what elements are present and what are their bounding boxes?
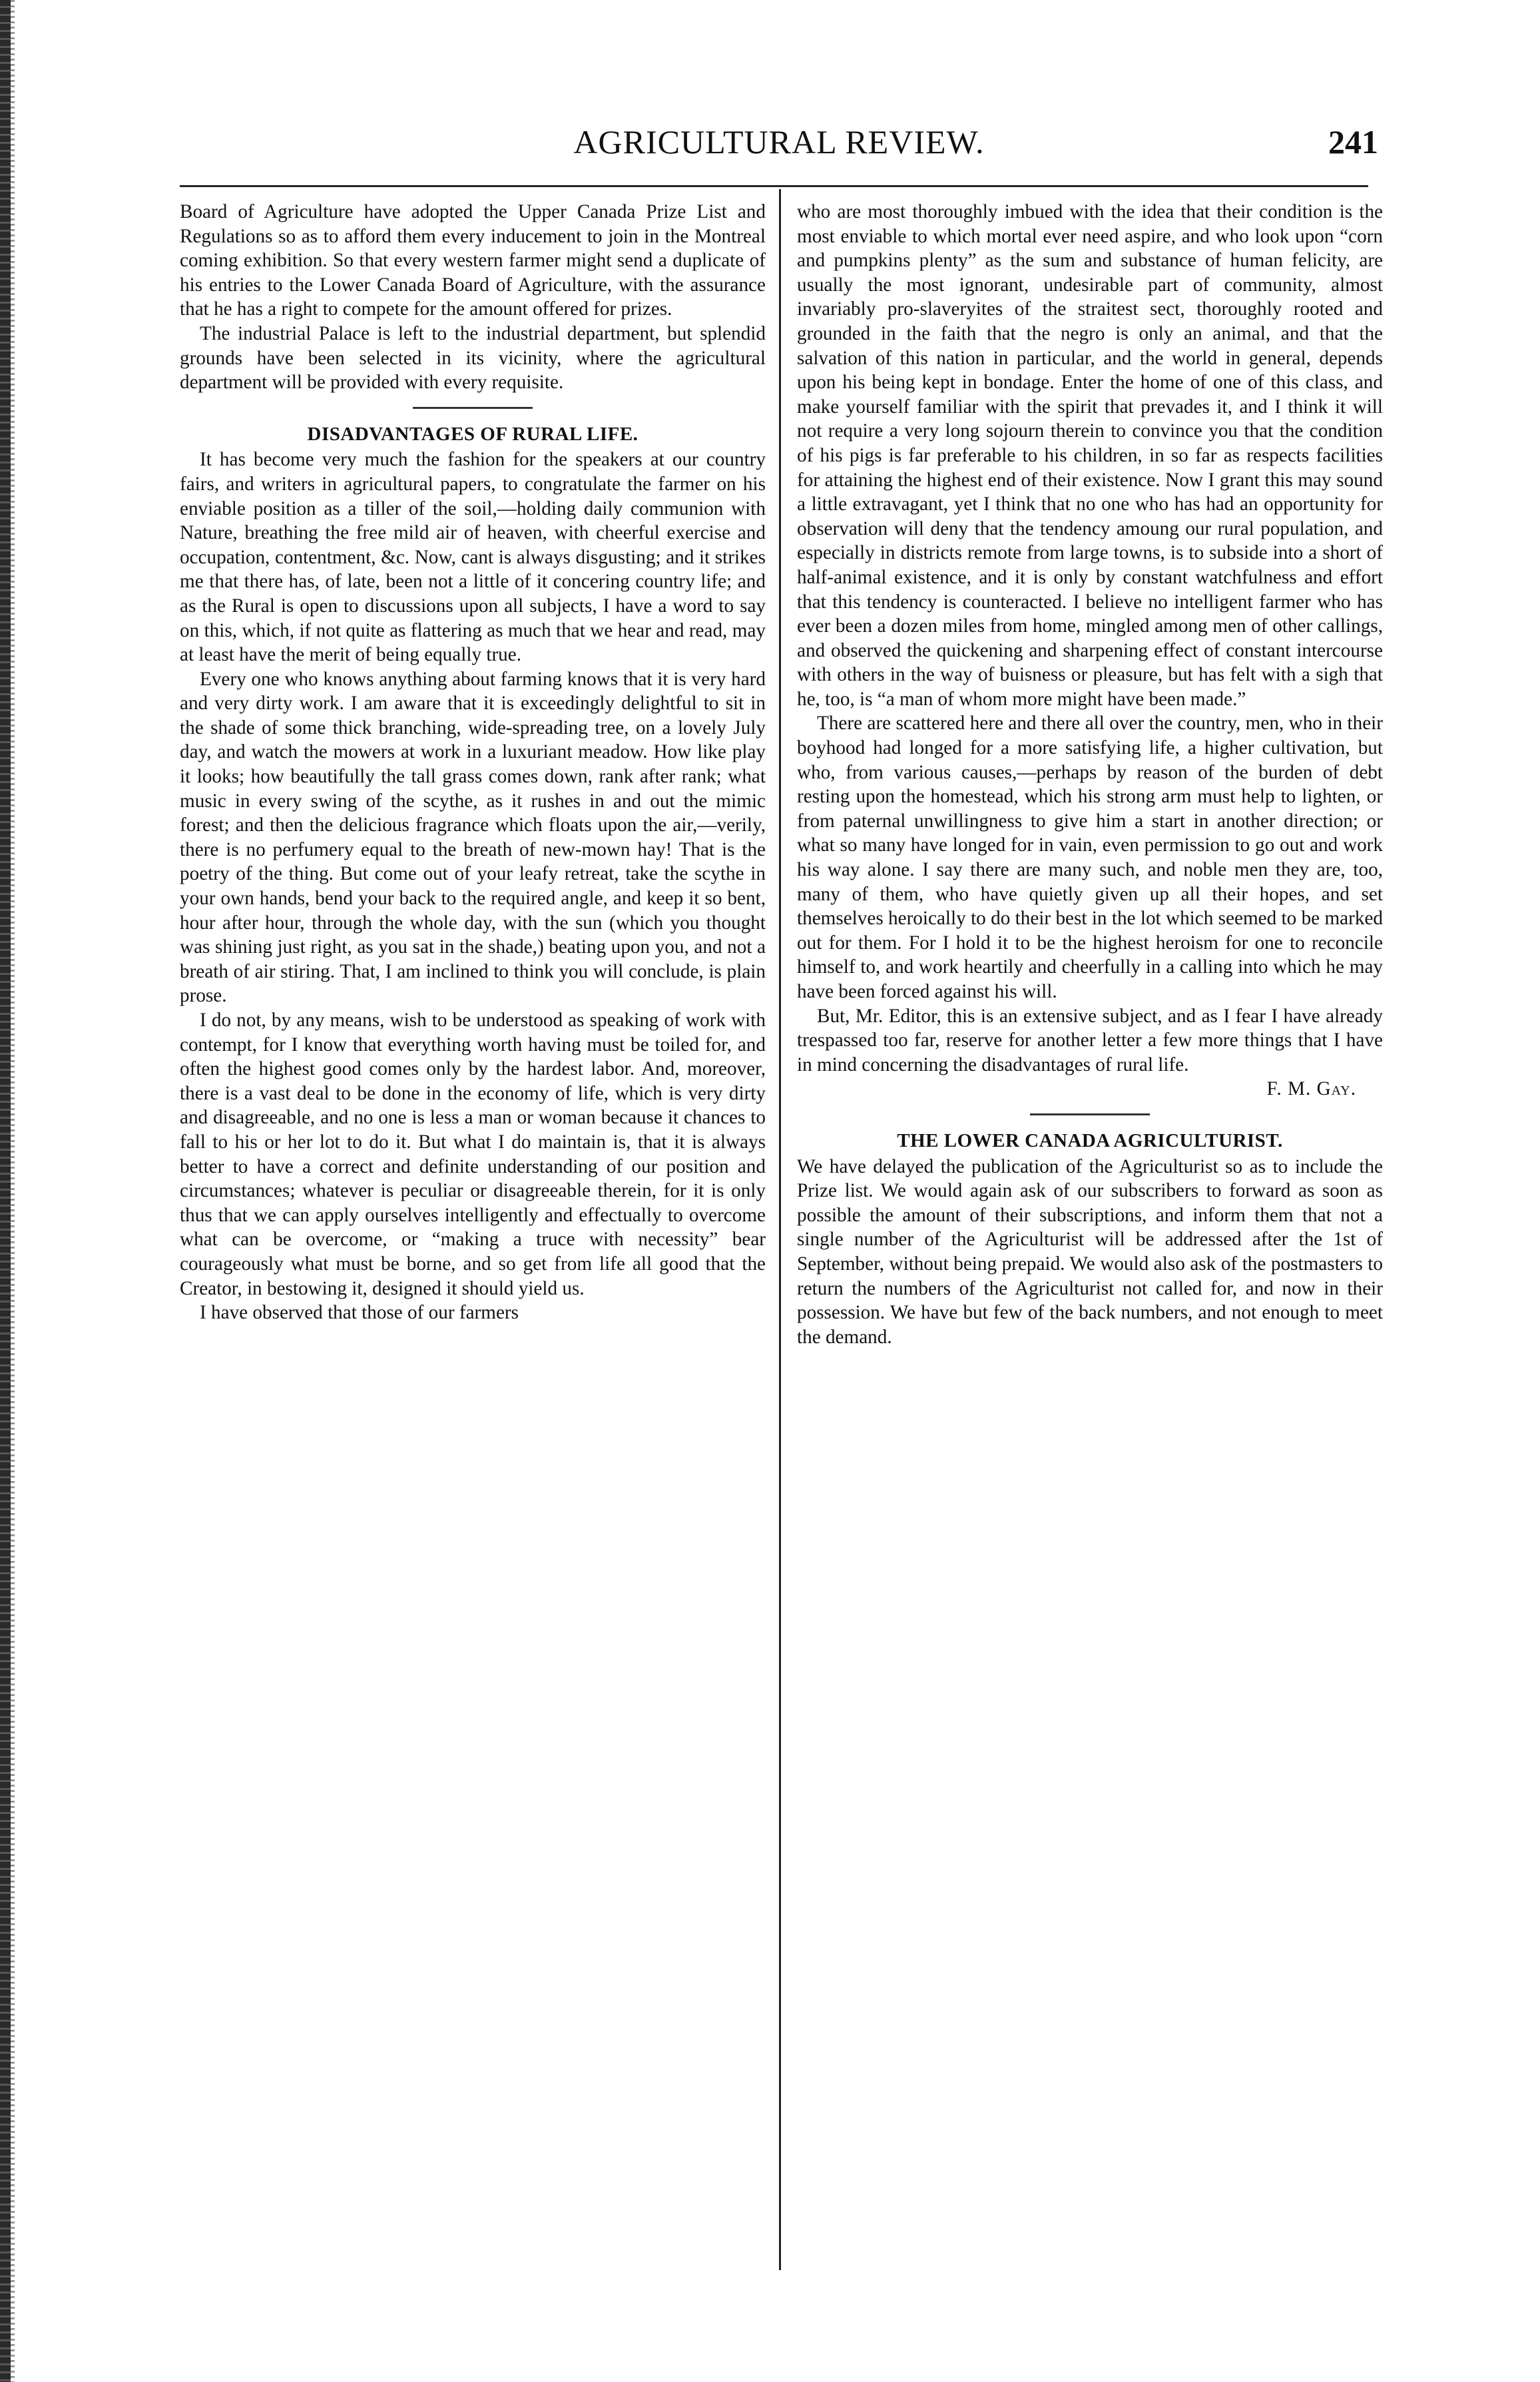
page-header: [180, 119, 1378, 165]
running-head: AGRICULTURAL REVIEW.: [573, 123, 985, 160]
article-paragraph: who are most thoroughly imbued with the idea that their condition is the most enviable to which mortal ever need aspire, and who look upon “corn and pumpkins plenty” as the sum and substance of human felicity, are usually the most ignorant, undesirable part of community, almost invariably pro-slaveryites of the straitest sect, thoroughly rooted and grounded in the faith that the negro is only an animal, and that the salvation of this nation in particular, and the world in general, depends upon his being kept in bondage. Enter the home of one of this class, and make yourself familiar with the spirit that prevades it, and I think it will not require a very long sojourn therein to convince you that the condition of his pigs is far preferable to his children, in so far as respects facilities for attaining the highest end of their existence. Now I grant this may sound a little extravagant, yet I think that no one who has had an opportunity for observation will deny that the tendency amoung our rural population, and especially in districts remote from large towns, is to subside into a short of half-animal existence, and it is only by constant watchfulness and effort that this tendency is counteracted. I believe no intelligent farmer who has ever been a dozen miles from home, mingled among men of other callings, and observed the quickening and sharpening effect of constant intercourse with others in the way of buisness or pleasure, but has felt with a sigh that he, too, is “a man of whom more might have been made.”: [797, 201, 1383, 710]
right-column: [797, 200, 1383, 1349]
signature-line: [797, 1077, 1383, 1101]
article-paragraph: The industrial Palace is left to the industrial department, but splendid grounds have been selected in its vicinity, where the agricultural department will be provided with every requisite.: [180, 322, 766, 394]
article-paragraph: It has become very much the fashion for the speakers at our country fairs, and writers in agricultural papers, to congratulate the farmer on his enviable position as a tiller of the soil,—holding daily communion with Nature, breathing the free mild air of heaven, with cheerful exercise and occupation, contentment, &c. Now, cant is always disgusting; and it strikes me that there has, of late, been not a little of it concering country life; and as the Rural is open to discussions upon all subjects, I have a word to say on this, which, if not quite as flattering as much that we hear and read, may at least have the merit of being equally true.: [180, 449, 766, 666]
section-heading-agriculturist: THE LOWER CANADA AGRICULTURIST.: [897, 1129, 1283, 1151]
binding-edge-stitching: [11, 0, 15, 2382]
article-paragraph: We have delayed the publication of the Agriculturist so as to include the Prize list. We would again ask of our subscribers to forward as soon as possible the amount of their subscriptions, and inform them that not a single number of the Agriculturist will be addressed after the 1st of September, without being prepaid. We would also ask of the postmasters to return the numbers of the Agriculturist not called for, and now in their possession. We have but few of the back numbers, and not enough to meet the demand.: [797, 1155, 1383, 1348]
column-divider: [779, 189, 781, 2270]
page-number: 241: [1328, 123, 1378, 160]
article-paragraph: Every one who knows anything about farming knows that it is very hard and very dirty work. I am aware that it is exceedingly delightful to sit in the shade of some thick branching, wide-spreading tree, on a lovely July day, and watch the mowers at work in a luxuriant meadow. How like play it looks; how beautifully the tall grass comes down, rank after rank; what music in every swing of the scythe, as it rushes in and out the mimic forest; and then the delicious fragrance which floats upon the air,—verily, there is no perfumery equal to the breath of new-mown hay! That is the poetry of the thing. But come out of your leafy retreat, take the scythe in your own hands, bend your back to the required angle, and keep it so bent, hour after hour, through the whole day, with the sun (which you thought was shining just right, as you sat in the shade,) beating upon you, and not a breath of air stiring. That, I am inclined to think you will conclude, is plain prose.: [180, 668, 766, 1007]
binding-edge-shadow: [0, 0, 11, 2382]
article-paragraph: But, Mr. Editor, this is an extensive subject, and as I fear I have already trespassed too far, reserve for another letter a few more things that I have in mind concerning the disadvantages of rural life.: [797, 1005, 1383, 1075]
section-separator: [1030, 1113, 1150, 1115]
header-rule: [180, 185, 1368, 187]
section-separator: [413, 407, 533, 409]
article-paragraph: I do not, by any means, wish to be understood as speaking of work with contempt, for I know that everything worth having must be toiled for, and often the highest good comes only by the hardest labor. And, moreover, there is a vast deal to be done in the economy of life, which is very dirty and disagreeable, and no one is less a man or woman because it chances to fall to his or her lot to do it. But what I do maintain is, that it is always better to have a correct and definite understanding of our position and circumstances; whatever is peculiar or disagreeable therein, for it is only thus that we can apply ourselves intelligently and effectually to overcome what can be overcome, or “making a truce with necessity” bear courageously what must be borne, and so get from life all good that the Creator, in bestowing it, designed it should yield us.: [180, 1010, 766, 1299]
section-heading-rural-life: DISADVANTAGES OF RURAL LIFE.: [307, 423, 639, 445]
article-paragraph: Board of Agriculture have adopted the Upper Canada Prize List and Regulations so as to afford them every inducement to join in the Montreal coming exhibition. So that every western farmer might send a duplicate of his entries to the Lower Canada Board of Agriculture, with the assurance that he has a right to compete for the amount offered for prizes.: [180, 201, 766, 320]
author-signature: F. M. Gay.: [1266, 1078, 1356, 1100]
article-paragraph: There are scattered here and there all over the country, men, who in their boyhood had longed for a more satisfying life, a higher cultivation, but who, from various causes,—perhaps by reason of the burden of debt resting upon the homestead, which his strong arm must help to lighten, or from paternal unwillingness to give him a start in another direction; or what so many have longed for in vain, even permission to go out and work his way alone. I say there are many such, and noble men they are, too, many of them, who have quietly given up all their hopes, and set themselves heroically to do their best in the lot which seemed to be marked out for them. For I hold it to be the highest heroism for one to reconcile himself to, and work heartily and cheerfully in a calling into which he may have been forced against his will.: [797, 713, 1383, 1002]
left-column: [180, 200, 766, 1325]
article-paragraph: I have observed that those of our farmers: [200, 1302, 519, 1324]
